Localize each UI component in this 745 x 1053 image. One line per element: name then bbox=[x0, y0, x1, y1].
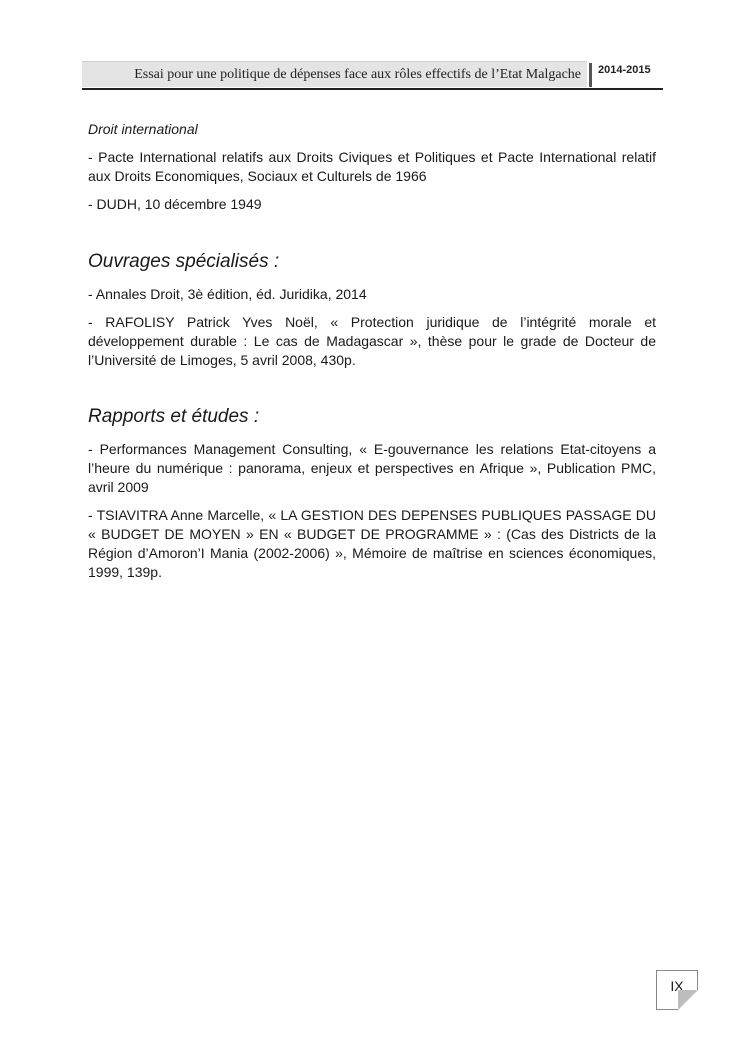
header-year: 2014-2015 bbox=[598, 64, 651, 76]
section-spacer bbox=[88, 379, 656, 405]
bibliography-entry: - TSIAVITRA Anne Marcelle, « LA GESTION DES DEPENSES PUBLIQUES PASSAGE DU « BUDGET DE MOYEN » EN « BUDGET DE PROGRAMME » : (Cas des Districts de la Région d’Amoron’I Mania (2002-2006) », Mémoire de maîtrise en sciences économiques, 1999, 139p. bbox=[88, 507, 656, 580]
bibliography-entry: - Annales Droit, 3è édition, éd. Juridika, 2014 bbox=[88, 286, 367, 302]
page-number-box bbox=[656, 970, 698, 1010]
section-spacer bbox=[88, 223, 656, 250]
page-header bbox=[82, 58, 663, 90]
bibliography-content bbox=[88, 120, 656, 591]
section-heading-rapports: Rapports et études : bbox=[88, 406, 260, 427]
section-label-droit-international: Droit international bbox=[88, 121, 198, 137]
page-number: IX bbox=[670, 978, 684, 994]
header-title: Essai pour une politique de dépenses face aux rôles effectifs de l’Etat Malgache bbox=[82, 61, 587, 87]
bibliography-entry: - Pacte International relatifs aux Droits Civiques et Politiques et Pacte International relatif aux Droits Economiques, Sociaux et Culturels de 1966 bbox=[88, 149, 656, 184]
bibliography-entry: - DUDH, 10 décembre 1949 bbox=[88, 196, 262, 212]
bibliography-entry: - RAFOLISY Patrick Yves Noël, « Protection juridique de l’intégrité morale et développement durable : Le cas de Madagascar », thèse pour le grade de Docteur de l’Université de Limoges, 5 avril 2008, 430p. bbox=[88, 314, 656, 368]
section-heading-ouvrages: Ouvrages spécialisés : bbox=[88, 251, 280, 272]
header-separator bbox=[589, 63, 592, 87]
page-fold-corner bbox=[678, 990, 698, 1010]
bibliography-entry: - Performances Management Consulting, « E-gouvernance les relations Etat-citoyens a l’heure du numérique : panorama, enjeux et perspectives en Afrique », Publication PMC, avril 2009 bbox=[88, 441, 656, 495]
